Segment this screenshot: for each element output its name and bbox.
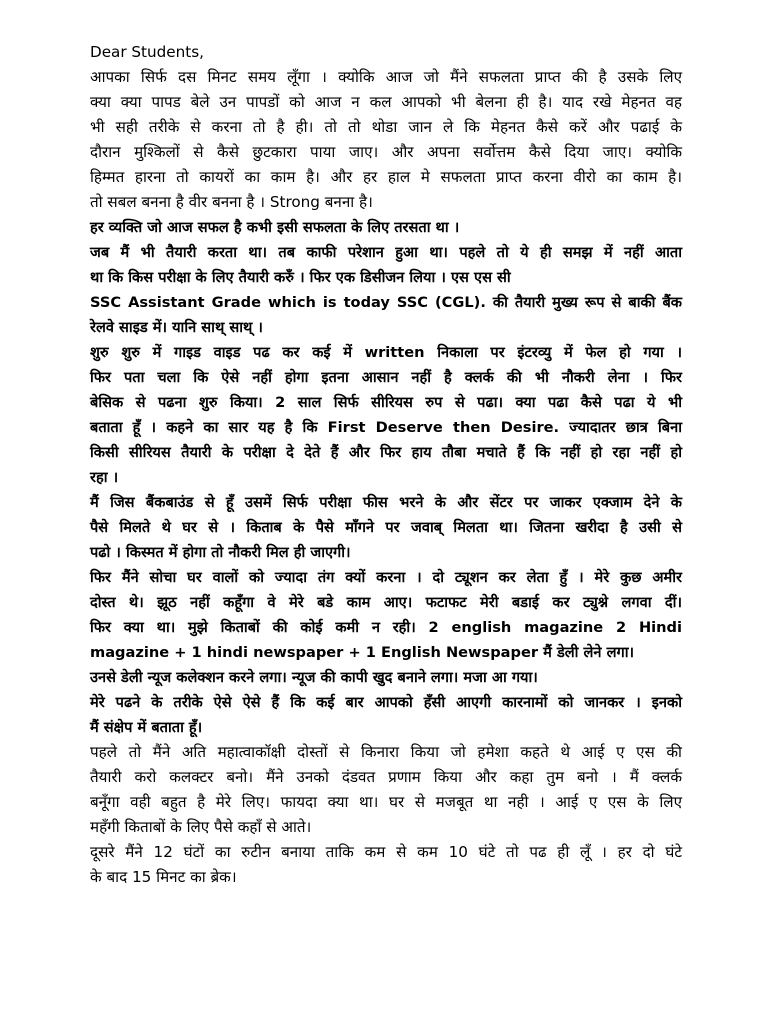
text-line: पहले तो मैंने अति महात्वाकॉक्षी दोस्तों से किनारा किया जो हमेशा कहते थे आई ए एस की	[90, 743, 682, 761]
text-line: बेसिक से पढना शुरु किया। 2 साल सिर्फ सीरियस रुप से पढा। क्या पढा कैसे पढा ये भी	[90, 394, 682, 411]
text-line: पढो । किस्मत में होगा तो नौकरी मिल ही जाएगी।	[90, 544, 351, 561]
text-line: बनूँगा वही बहुत है मेरे लिए। फायदा क्या था। घर से मजबूत था नही । आई ए एस के लिए	[90, 793, 682, 811]
text-line: हर व्यक्ति जो आज सफल है कभी इसी सफलता के लिए तरसता था ।	[90, 219, 460, 236]
text-line: तो सबल बनना है वीर बनना है । Strong बनना है।	[90, 193, 373, 211]
text-line: उनसे डेली न्यूज कलेक्शन करने लगा। न्यूज की कापी खुद बनाने लगा। मजा आ गया।	[90, 669, 538, 686]
text-line: मैं संक्षेप में बताता हूँ।	[90, 719, 203, 736]
text-line: आपका सिर्फ दस मिनट समय लूँगा । क्योकि आज जो मैंने सफलता प्राप्त की है उसके लिए	[90, 68, 682, 86]
text-line: दोस्त थे। झूठ नहीं कहूँगा वे मेरे बडे काम आए। फटाफट मेरी बडाई कर ट्युश्ने लगवा दीं।	[90, 594, 682, 611]
text-line: हिम्मत हारना तो कायरों का काम है। और हर हाल मे सफलता प्राप्त करना वीरो का काम है।	[90, 168, 682, 186]
text-line: मेरे पढने के तरीके ऐसे ऐसे हैं कि कई बार आपको हँसी आएगी कारनामों को जानकर । इनको	[90, 694, 682, 711]
document-page	[90, 40, 682, 890]
text-line: रेलवे साइड में। यानि साथ् साथ् ।	[90, 319, 263, 336]
text-line: के बाद 15 मिनट का ब्रेक।	[90, 868, 237, 886]
text-line: रहा ।	[90, 469, 119, 486]
text-line: क्या क्या पापड बेले उन पापडों को आज न कल आपको भी बेलना ही है। याद रखे मेहनत वह	[90, 93, 682, 111]
text-line: फिर मैंने सोचा घर वालों को ज्यादा तंग क्यों करना । दो ट्यूशन कर लेता हुँ । मेरे कुछ अमीर	[90, 569, 682, 586]
text-line: मैं जिस बैंकबाउंड से हूँ उसमें सिर्फ परीक्षा फीस भरने के और सेंटर पर जाकर एक्जाम देने के	[90, 494, 682, 511]
text-line: जब मैं भी तैयारी करता था। तब काफी परेशान हुआ था। पहले तो ये ही समझ में नहीं आता	[90, 244, 682, 261]
text-line: शुरु शुरु में गाइड वाइड पढ कर कई में written निकाला पर इंटरव्यु में फेल हो गया ।	[90, 344, 682, 361]
text-line: फिर पता चला कि ऐसे नहीं होगा इतना आसान नहीं है क्लर्क की भी नौकरी लेना । फिर	[90, 369, 682, 386]
text-line: magazine + 1 hindi newspaper + 1 English Newspaper मैं डेली लेने लगा।	[90, 644, 635, 661]
text-line: किसी सीरियस तैयारी के परीक्षा दे देते हैं और फिर हाय तौबा मचाते हैं कि नहीं हो रहा नहीं हो	[90, 444, 682, 461]
text-line: महँगी किताबों के लिए पैसे कहाँ से आते।	[90, 818, 312, 836]
text-line: पैसे मिलते थे घर से । किताब के पैसे माँगने पर जवाब् मिलता था। जितना खरीदा है उसी से	[90, 519, 682, 536]
salutation: Dear Students,	[90, 43, 204, 61]
text-line: फिर क्या था। मुझे किताबों की कोई कमी न रही। 2 english magazine 2 Hindi	[90, 619, 682, 636]
text-line: बताता हूँ । कहने का सार यह है कि First Deserve then Desire. ज्यादातर छात्र बिना	[90, 419, 682, 436]
text-line: तैयारी करो कलक्टर बनो। मैंने उनको दंडवत प्रणाम किया और कहा तुम बनो । मैं क्लर्क	[90, 768, 682, 786]
text-line: था कि किस परीक्षा के लिए तैयारी करुँ । फिर एक डिसीजन लिया । एस एस सी	[90, 269, 511, 286]
text-line: SSC Assistant Grade which is today SSC (CGL). की तैयारी मुख्य रूप से बाकी बैंक	[90, 294, 682, 311]
text-line: भी सही तरीके से करना तो है ही। तो तो थोडा जान ले कि मेहनत कैसे करें और पढाई के	[90, 118, 682, 136]
text-line: दूसरे मैंने 12 घंटों का रुटीन बनाया ताकि कम से कम 10 घंटे तो पढ ही लूँ । हर दो घंटे	[90, 843, 682, 861]
text-line: दौरान मुश्किलों से कैसे छुटकारा पाया जाए। और अपना सर्वोत्तम कैसे दिया जाए। क्योकि	[90, 143, 682, 161]
